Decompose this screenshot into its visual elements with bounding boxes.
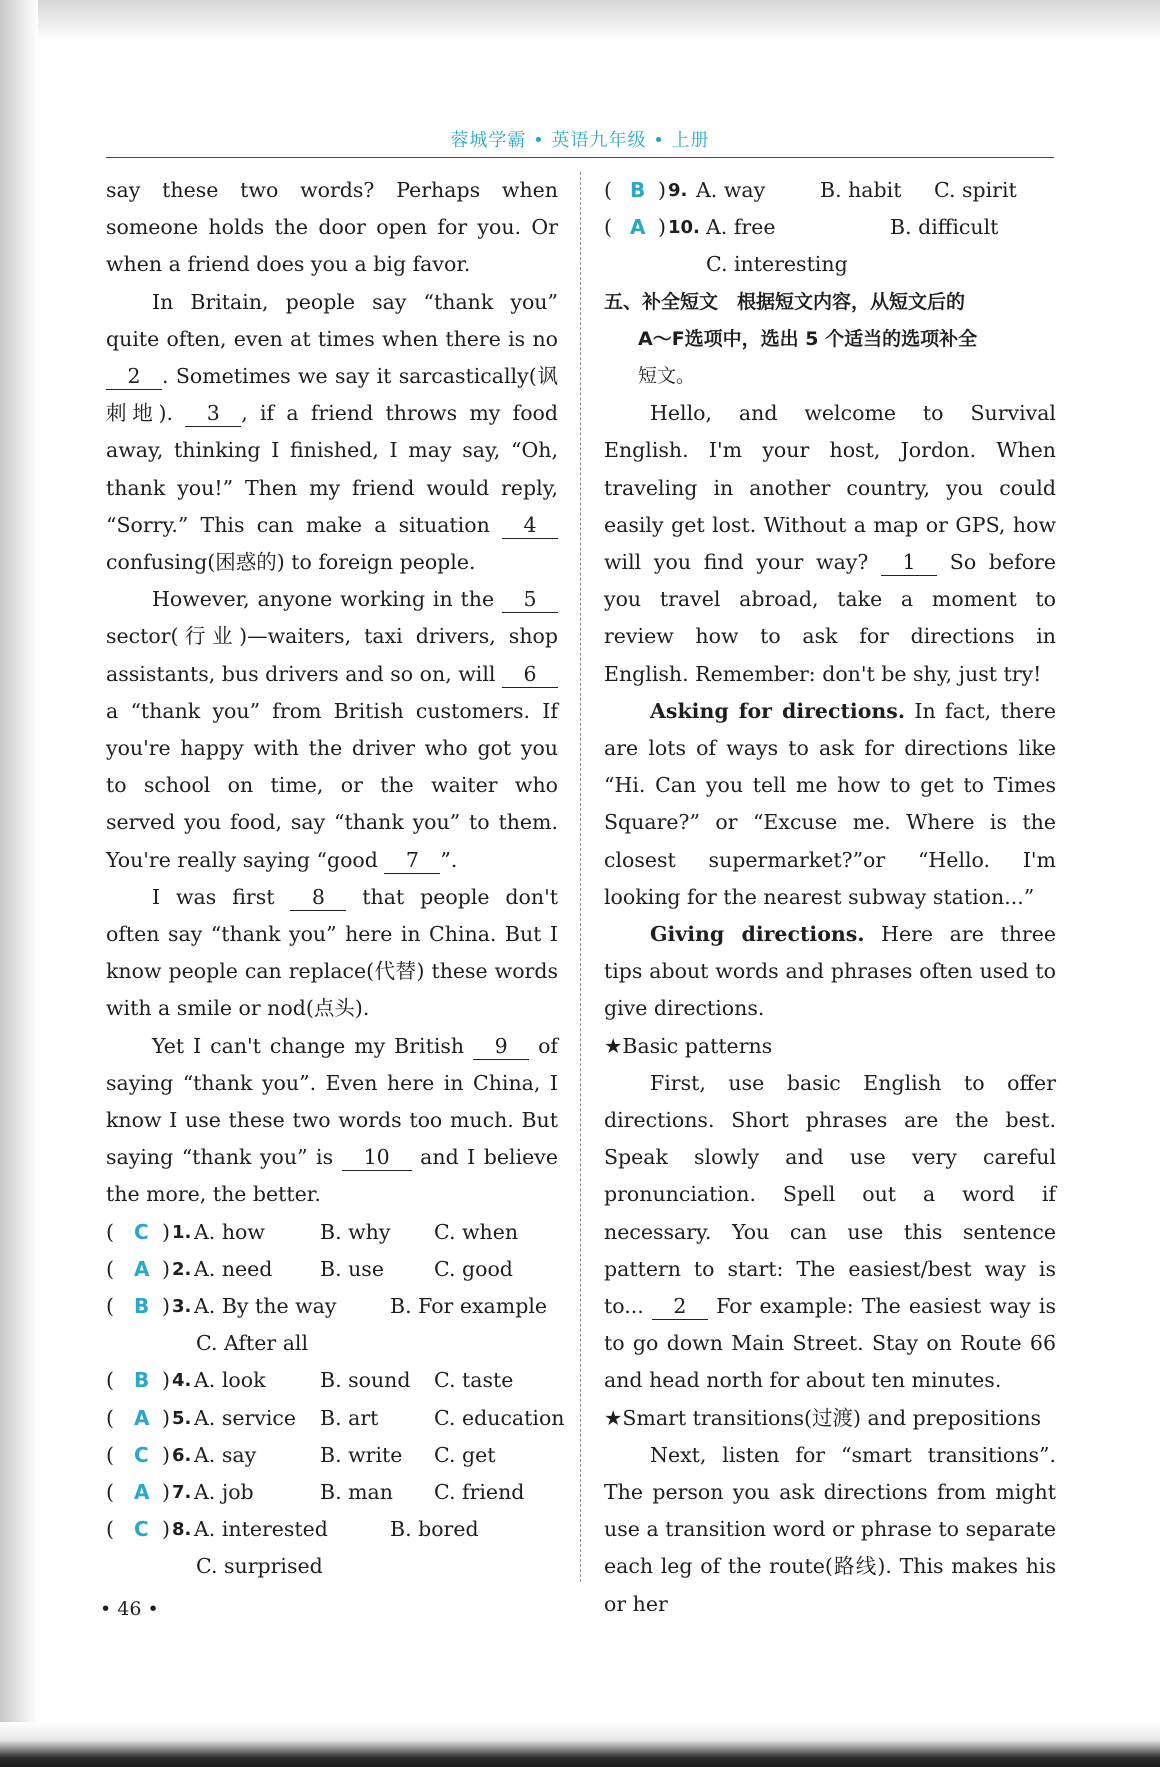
option-c: C. taste [434, 1368, 514, 1393]
passage-paragraph [106, 581, 558, 879]
question-row: ( A ) 2. A. need B. use C. good [106, 1251, 558, 1288]
option-b: B. write [320, 1442, 403, 1467]
option-b: B. art [320, 1405, 379, 1430]
question-row: ( B ) 4. A. look B. sound C. taste [106, 1362, 558, 1399]
answer: A [134, 1480, 150, 1504]
passage-paragraph: say these two words? Perhaps when someone holds the door open for you. Or when a friend does you a big favor. [106, 178, 558, 277]
blank-5[interactable]: 5 [502, 586, 558, 613]
question-row: ( C ) 1. A. how B. why C. when [106, 1214, 558, 1251]
question-number: 2. [172, 1258, 192, 1280]
blank-9[interactable]: 9 [473, 1033, 529, 1060]
option-c: C. interesting [706, 252, 848, 277]
option-c: C. After all [196, 1331, 309, 1356]
text-run: So before you travel abroad, take a moment to review how to ask for directions in English. Remember: don't be shy, just try! [604, 549, 1056, 686]
passage-paragraph [106, 284, 558, 582]
blank-4[interactable]: 4 [502, 512, 558, 539]
option-b: B. why [320, 1219, 391, 1244]
option-b: B. use [320, 1256, 384, 1281]
text-run: However, anyone working in the [152, 587, 495, 612]
option-b: B. man [320, 1480, 393, 1504]
blank-3[interactable]: 3 [185, 400, 241, 427]
text-run: . Sometimes we say it sarcastically(讽刺地). [106, 364, 558, 426]
text-run: First, use basic English to offer directions. Short phrases are the best. Speak slowly and use very careful pronunciation. Spell out a word if necessary. You can use this sentence pattern to start: The easiest/best way is to... [604, 1070, 1056, 1319]
question-number: 4. [172, 1370, 192, 1392]
passage-paragraph [604, 395, 1056, 693]
text-run: In Britain, people say “thank you” quite often, even at times when there is no [106, 289, 558, 351]
text-run: Hello, and welcome to Survival English. I'm your host, Jordon. When traveling in another country, you could easily get lost. Without a map or GPS, how will you find your way? [604, 401, 1056, 574]
star-heading: ★Smart transitions(过渡) and prepositions [604, 1405, 1042, 1430]
text-run: a “thank you” from British customers. If you're happy with the driver who got you to school on time, or the waiter who served you food, say “thank you” to them. You're really saying “good [106, 698, 558, 872]
blank-2[interactable]: 2 [652, 1293, 708, 1320]
option-c: C. education [434, 1405, 565, 1430]
passage-paragraph: Next, listen for “smart transitions”. The person you ask directions from might use a transition word or phrase to separate each leg of the route(路线). This makes his or her [604, 1442, 1056, 1616]
column-divider [580, 172, 581, 1582]
text-run: For example: The easiest way is to go down Main Street. Stay on Route 66 and head north for about ten minutes. [604, 1294, 1056, 1393]
option-c: C. get [434, 1442, 496, 1467]
subheading: Giving directions. [650, 922, 865, 947]
answer: C [134, 1219, 149, 1244]
page-shadow-top [0, 0, 1160, 42]
option-c: C. spirit [934, 178, 1017, 202]
section-title-line: 短文。 [638, 364, 696, 387]
text-run: that people don't often say “thank you” here in China. But I know people can replace(代替) these words with a smile or nod(点头). [106, 884, 558, 1021]
question-row: ( A ) 5. A. service B. art C. education [106, 1400, 558, 1437]
option-c: C. surprised [196, 1554, 323, 1579]
option-a: A. By the way [194, 1294, 337, 1319]
subheading: Asking for directions. [650, 698, 905, 723]
passage-paragraph [604, 1065, 1056, 1400]
question-row: ( A ) 7. A. job B. man C. friend [106, 1474, 558, 1511]
section-title-line: 五、补全短文 根据短文内容，从短文后的 [604, 290, 966, 313]
option-b: B. sound [320, 1368, 411, 1393]
blank-7[interactable]: 7 [384, 847, 440, 874]
question-number: 9. [668, 180, 688, 201]
option-b: B. bored [390, 1517, 479, 1542]
question-row: ( C ) 6. A. say B. write C. get [106, 1437, 558, 1474]
blank-1[interactable]: 1 [881, 549, 937, 576]
option-a: A. say [194, 1442, 257, 1467]
passage-paragraph [106, 1028, 558, 1214]
answer: A [134, 1256, 150, 1281]
option-a: A. job [194, 1480, 254, 1504]
option-b: B. habit [820, 178, 902, 202]
answer: B [134, 1368, 150, 1393]
passage-paragraph [106, 879, 558, 1028]
right-column [604, 172, 1056, 1623]
option-c: C. when [434, 1219, 519, 1244]
running-header: 蓉城学霸 • 英语九年级 • 上册 [450, 130, 710, 151]
page-number: • 46 • [100, 1598, 159, 1620]
text-run: I was first [152, 884, 275, 909]
question-row-cont [604, 246, 1056, 283]
text-run: confusing(困惑的) to foreign people. [106, 550, 476, 575]
left-column [106, 172, 565, 1586]
answer: B [134, 1294, 150, 1319]
page-bottom-edge [0, 1722, 1160, 1767]
option-a: A. service [194, 1405, 297, 1430]
question-row: ( C ) 8. A. interested B. bored [106, 1511, 558, 1548]
question-number: 1. [172, 1221, 192, 1243]
option-a: A. look [194, 1368, 266, 1393]
text-run: ”. [440, 847, 458, 872]
option-c: C. good [434, 1256, 513, 1281]
text-run: of saying “thank you”. Even here in China, I know I use these two words too much. But saying “thank you” is [106, 1033, 558, 1170]
option-a: A. need [194, 1256, 273, 1281]
answer: B [630, 178, 646, 202]
question-number: 5. [172, 1407, 192, 1429]
question-row: ( A ) 10. A. free B. difficult [604, 209, 1056, 246]
text-run: sector(行业)—waiters, taxi drivers, shop assistants, bus drivers and so on, will [106, 624, 558, 686]
blank-8[interactable]: 8 [290, 884, 346, 911]
option-b: B. difficult [890, 215, 999, 240]
section-title [604, 284, 1056, 396]
star-heading: ★Basic patterns [604, 1033, 773, 1058]
question-row: ( B ) 3. A. By the way B. For example [106, 1288, 558, 1325]
option-a: A. interested [194, 1517, 328, 1542]
question-number: 3. [172, 1296, 192, 1318]
header-rule [106, 157, 1054, 158]
section-title-line: A～F选项中，选出 5 个适当的选项补全 [638, 327, 978, 350]
text-run: , if a friend throws my food away, thinking I finished, I may say, “Oh, thank you!” Then my friend would reply, “Sorry.” This can make a situation [106, 401, 558, 537]
text-run: In fact, there are lots of ways to ask for directions like “Hi. Can you tell me how to get to Times Square?” or “Excuse me. Where is the closest supermarket?”or “Hello. I'm looking for the nearest subway station...” [604, 698, 1056, 909]
question-row: ( B ) 9. A. way B. habit C. spirit [604, 172, 1056, 209]
passage-paragraph [604, 916, 1056, 1028]
option-b: B. For example [390, 1294, 548, 1319]
blank-10[interactable]: 10 [342, 1144, 412, 1171]
question-row-cont [106, 1325, 558, 1362]
answer: A [630, 215, 646, 240]
option-a: A. way [696, 178, 766, 202]
text-run: and I believe the more, the better. [106, 1145, 558, 1207]
question-row-cont [106, 1548, 558, 1585]
blank-6[interactable]: 6 [502, 661, 558, 688]
blank-2[interactable]: 2 [106, 363, 162, 390]
question-number: 6. [172, 1444, 192, 1466]
text-run: Here are three tips about words and phrases often used to give directions. [604, 922, 1056, 1021]
answer: A [134, 1405, 150, 1430]
question-number: 7. [172, 1482, 192, 1503]
answer: C [134, 1442, 149, 1467]
option-a: A. how [194, 1219, 265, 1244]
option-a: A. free [706, 215, 776, 240]
passage-paragraph [604, 693, 1056, 916]
option-c: C. friend [434, 1480, 525, 1504]
text-run: Yet I can't change my British [152, 1033, 465, 1058]
answer: C [134, 1517, 149, 1542]
question-number: 10. [668, 217, 700, 239]
page-shadow-left [0, 0, 38, 1767]
question-number: 8. [172, 1519, 192, 1541]
